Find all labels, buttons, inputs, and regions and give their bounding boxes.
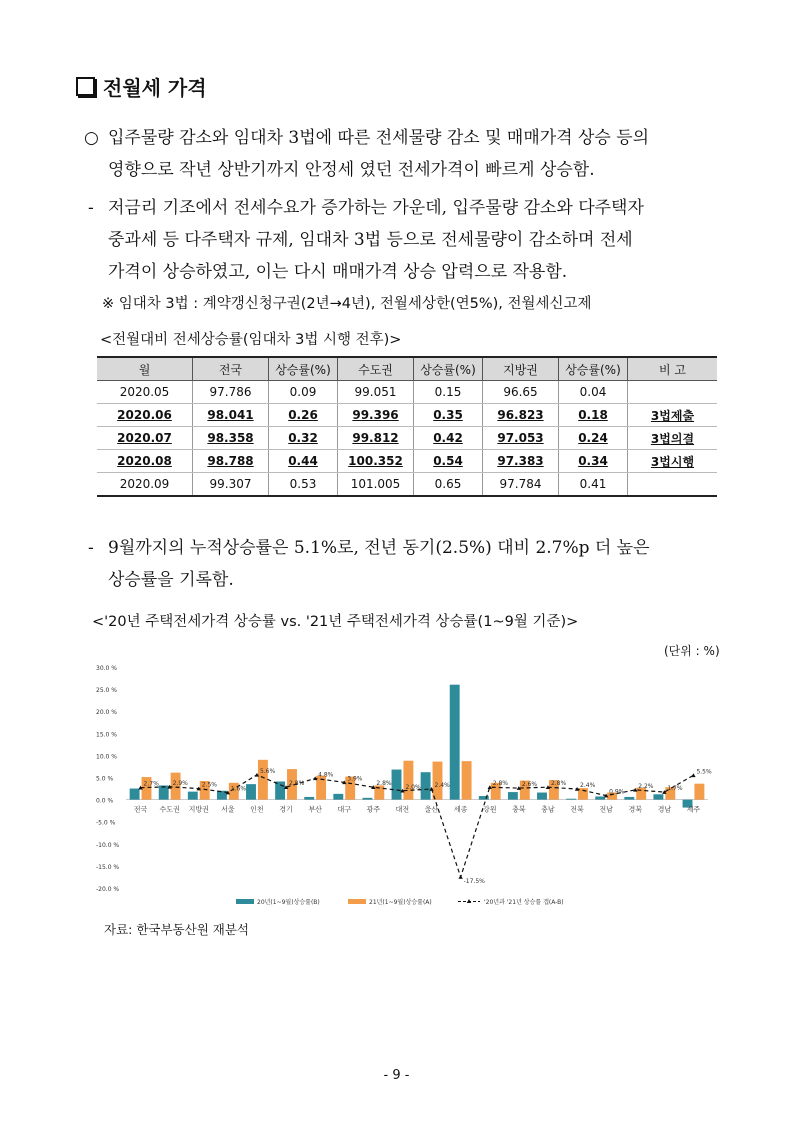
cell: 99.307 — [193, 473, 269, 497]
bar-2020 — [566, 799, 576, 800]
gap-point-label: -17.5% — [463, 877, 485, 885]
legend-swatch-2020 — [236, 899, 254, 904]
dash-marker: - — [88, 198, 94, 218]
category-label: 충북 — [512, 805, 526, 814]
gap-point-label: 2.8% — [289, 780, 305, 788]
category-label: 수도권 — [159, 805, 180, 814]
category-label: 지방권 — [188, 805, 209, 814]
cell: 98.788 — [193, 450, 269, 473]
cell: 0.35 — [414, 404, 483, 427]
bar-2020 — [537, 793, 547, 800]
dash-line-1: 저금리 기조에서 전세수요가 증가하는 가운데, 입주물량 감소와 다주택자 — [108, 198, 644, 218]
cell: 99.051 — [338, 381, 414, 404]
cell: 97.383 — [483, 450, 559, 473]
header-national: 전국 — [193, 357, 269, 381]
y-tick-label: -5.0 % — [96, 819, 116, 827]
category-label: 제주 — [686, 805, 701, 814]
bar-2020 — [392, 770, 402, 800]
gap-point — [691, 773, 695, 777]
category-label: 경남 — [657, 805, 672, 814]
y-tick-label: -15.0 % — [96, 863, 120, 871]
gap-point-label: 4.8% — [318, 771, 334, 779]
chart-caption: <'20년 주택전세가격 상승률 vs. '21년 주택전세가격 상승률(1~9월 기준)> — [92, 614, 579, 630]
cell — [628, 381, 718, 404]
cell: 99.396 — [338, 404, 414, 427]
bar-2021 — [258, 760, 268, 800]
cell: 0.04 — [559, 381, 628, 404]
bar-2020 — [275, 781, 285, 799]
cell: 0.15 — [414, 381, 483, 404]
unit-label: (단위 : %) — [664, 644, 720, 658]
category-label: 강원 — [482, 805, 497, 814]
rent-rate-chart — [96, 660, 716, 910]
bar-2020 — [304, 797, 314, 800]
gap-point-label: 2.8% — [550, 780, 567, 788]
section-title-text: 전월세 가격 — [103, 76, 207, 100]
category-label: 서울 — [221, 805, 235, 814]
category-label: 전국 — [133, 805, 148, 814]
header-rate-provincial: 상승률(%) — [559, 357, 628, 381]
section-title — [76, 72, 207, 101]
table-row — [97, 427, 717, 450]
gap-point-label: 2.6% — [521, 781, 538, 789]
bar-2020 — [421, 772, 431, 799]
gap-point-label: 2.5% — [201, 781, 217, 789]
header-provincial: 지방권 — [483, 357, 559, 381]
cell: 0.18 — [559, 404, 628, 427]
cell: 0.53 — [269, 473, 338, 497]
bar-2020 — [595, 797, 605, 800]
legend-label-2020: 20년(1~9월)상승률(B) — [257, 899, 320, 906]
bar-2020 — [159, 785, 169, 799]
cell: 0.44 — [269, 450, 338, 473]
header-rate-capital: 상승률(%) — [414, 357, 483, 381]
cell: 0.54 — [414, 450, 483, 473]
gap-point-label: 1.7% — [667, 785, 683, 793]
dash-paragraph-1 — [88, 192, 728, 288]
cell: 0.26 — [269, 404, 338, 427]
bar-2021 — [694, 784, 704, 800]
dash-line-2: 중과세 등 다주택자 규제, 임대차 3법 등으로 전세물량이 감소하며 전세 — [108, 230, 633, 250]
cell: 3법의결 — [628, 427, 718, 450]
cell: 97.786 — [193, 381, 269, 404]
bar-2020 — [333, 794, 343, 800]
y-tick-label: 10.0 % — [96, 753, 117, 761]
bar-2020 — [130, 789, 140, 800]
gap-point-label: 2.8% — [376, 780, 392, 788]
bullet-line-1: 입주물량 감소와 임대차 3법에 따른 전세물량 감소 및 매매가격 상승 등의 — [108, 128, 650, 148]
cell: 97.784 — [483, 473, 559, 497]
gap-point-label: 2.0% — [405, 783, 421, 791]
category-label: 전남 — [599, 805, 613, 814]
cell: 99.812 — [338, 427, 414, 450]
bar-2020 — [624, 797, 634, 800]
category-label: 대구 — [337, 805, 352, 814]
category-label: 인천 — [250, 805, 264, 814]
cell: 0.24 — [559, 427, 628, 450]
gap-point-label: 5.5% — [696, 768, 712, 776]
bar-2021 — [462, 761, 472, 799]
gap-point — [458, 875, 462, 879]
cell — [628, 473, 718, 497]
dash-line-2: 상승률을 기록함. — [108, 570, 234, 590]
y-tick-label: -10.0 % — [96, 841, 120, 849]
table-row — [97, 450, 717, 473]
cell: 100.352 — [338, 450, 414, 473]
bar-2020 — [508, 792, 518, 800]
gap-point-label: 3.9% — [347, 775, 363, 783]
cell: 0.41 — [559, 473, 628, 497]
cell: 0.32 — [269, 427, 338, 450]
gap-point-label: 2.4% — [434, 781, 450, 789]
cell: 101.005 — [338, 473, 414, 497]
category-label: 세종 — [453, 805, 468, 814]
gap-point-label: 2.7% — [143, 780, 159, 788]
cell: 96.823 — [483, 404, 559, 427]
bullet-line-2: 영향으로 작년 상반기까지 안정세 였던 전세가격이 빠르게 상승함. — [108, 160, 595, 180]
category-label: 전북 — [570, 805, 584, 814]
dash-line-1: 9월까지의 누적상승률은 5.1%로, 전년 동기(2.5%) 대비 2.7%p 더 높은 — [108, 538, 650, 558]
category-label: 충남 — [541, 805, 555, 814]
legend-swatch-2021 — [348, 899, 366, 904]
cell: 2020.05 — [97, 381, 193, 404]
table-row — [97, 473, 717, 497]
bar-2020 — [188, 792, 198, 800]
category-label: 경기 — [279, 805, 293, 814]
page-number: - 9 - — [383, 1068, 410, 1083]
y-tick-label: 30.0 % — [96, 665, 117, 672]
bar-2021 — [433, 762, 443, 800]
dash-marker: - — [88, 538, 94, 558]
gap-point-label: 1.6% — [230, 785, 247, 793]
header-remark: 비 고 — [628, 357, 718, 381]
table-caption: <전월대비 전세상승률(임대차 3법 시행 전후)> — [100, 332, 402, 348]
header-capital: 수도권 — [338, 357, 414, 381]
category-label: 대전 — [395, 805, 410, 814]
gap-point-label: 2.8% — [492, 780, 508, 788]
checkbox-square-icon — [76, 77, 95, 96]
bar-2021 — [403, 761, 413, 800]
category-label: 울산 — [424, 805, 439, 814]
y-tick-label: 20.0 % — [96, 709, 117, 717]
legend-label-gap: '20년과 '21년 상승률 갭(A-B) — [484, 899, 564, 906]
cell: 3법시행 — [628, 450, 718, 473]
header-rate-national: 상승률(%) — [269, 357, 338, 381]
cell: 98.041 — [193, 404, 269, 427]
bar-2020 — [362, 798, 372, 800]
bar-2020 — [246, 784, 256, 799]
table-row — [97, 404, 717, 427]
table-row — [97, 381, 717, 404]
cell: 2020.08 — [97, 450, 193, 473]
cell: 97.053 — [483, 427, 559, 450]
circle-bullet-icon: ○ — [84, 128, 99, 148]
category-label: 부산 — [308, 805, 322, 814]
rent-rate-table — [97, 356, 717, 497]
cell: 0.34 — [559, 450, 628, 473]
cell: 96.65 — [483, 381, 559, 404]
y-tick-label: 0.0 % — [96, 797, 114, 805]
table-header-row — [97, 357, 717, 381]
source-note: 자료: 한국부동산원 재분석 — [104, 922, 249, 937]
category-label: 경북 — [628, 805, 643, 814]
bar-2020 — [653, 794, 663, 799]
y-tick-label: 15.0 % — [96, 731, 117, 739]
cell: 0.09 — [269, 381, 338, 404]
y-tick-label: -20.0 % — [96, 886, 120, 893]
cell: 0.65 — [414, 473, 483, 497]
cell: 3법제출 — [628, 404, 718, 427]
category-label: 광주 — [366, 805, 381, 814]
gap-point-label: 2.2% — [638, 782, 654, 790]
cell: 2020.07 — [97, 427, 193, 450]
cell: 98.358 — [193, 427, 269, 450]
cell: 2020.09 — [97, 473, 193, 497]
gap-point-label: 2.9% — [172, 779, 188, 787]
gap-point-label: 2.4% — [580, 781, 596, 789]
header-month: 월 — [97, 357, 193, 381]
dash-paragraph-2 — [88, 532, 728, 596]
cell: 0.42 — [414, 427, 483, 450]
y-tick-label: 5.0 % — [96, 775, 114, 783]
y-tick-label: 25.0 % — [96, 687, 117, 695]
bullet-paragraph-1 — [84, 122, 724, 186]
gap-point-label: 0.9% — [609, 788, 625, 796]
law-note: ※ 임대차 3법 : 계약갱신청구권(2년→4년), 전월세상한(연5%), 전월세신고제 — [102, 296, 592, 312]
dash-line-3: 가격이 상승하였고, 이는 다시 매매가격 상승 압력으로 작용함. — [108, 262, 568, 282]
gap-point-label: 5.6% — [259, 767, 276, 775]
cell: 2020.06 — [97, 404, 193, 427]
bar-2020 — [450, 685, 460, 800]
legend-label-2021: 21년(1~9월)상승률(A) — [369, 899, 432, 906]
